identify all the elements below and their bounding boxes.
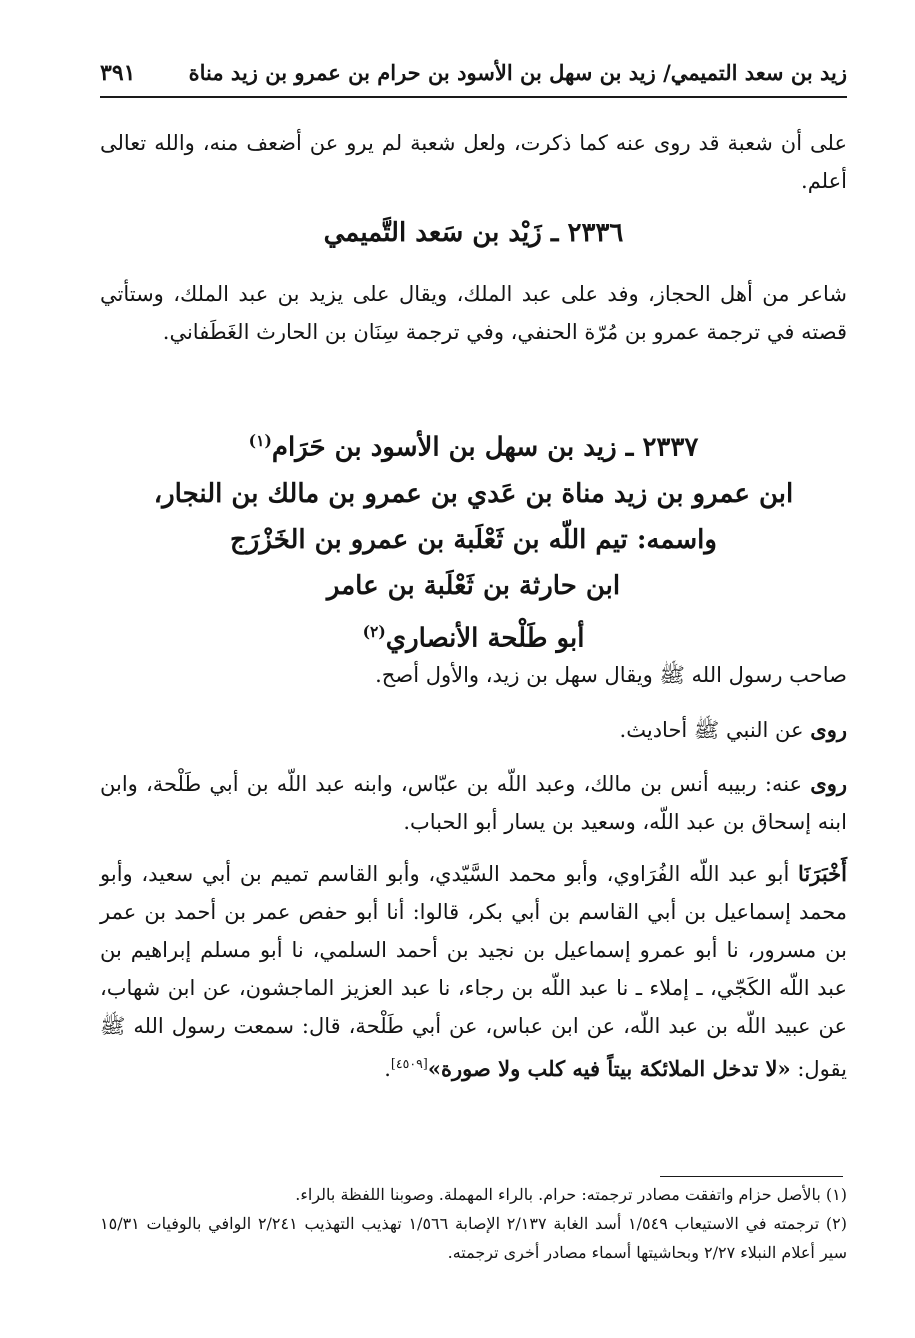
page-number: ٣٩١: [100, 60, 136, 86]
narrated-from-paragraph: [100, 711, 847, 749]
entry-2336-paragraph: شاعر من أهل الحجاز، وفد على عبد الملك، ويقال على يزيد بن عبد الملك، وستأتي قصته في ترجمة عمرو بن مُرّة الحنفي، وفي ترجمة سِنَان بن الحارث الغَطَفاني.: [100, 282, 847, 344]
title-line-5-text: أبو طَلْحة الأنصاري: [385, 623, 585, 654]
footnote-ref-1: (١): [248, 431, 272, 450]
hadith-number: [٤٥٠٩]: [390, 1056, 428, 1071]
footnote-2: (٢) ترجمته في الاستيعاب ١/٥٤٩ أسد الغابة ٢/١٣٧ الإصابة ١/٥٦٦ تهذيب التهذيب ٢/٢٤١ الوافي بالوفيات ١٥/٣١ سير أعلام النبلاء ٢/٢٧ وبحاشيتها أسماء مصادر أخرى ترجمته.: [100, 1214, 848, 1262]
entry-2337-title-line-1: [100, 418, 847, 471]
closing-paragraph-text: على أن شعبة قد روى عنه كما ذكرت، ولعل شعبة لم يرو عن أضعف منه، والله تعالى أعلم.: [100, 131, 847, 193]
narrated-from-text: عن النبي ﷺ أحاديث.: [619, 718, 804, 742]
footnote-divider: [660, 1176, 843, 1177]
narrators-paragraph: [100, 765, 847, 841]
isnad-text: أبو عبد اللّه الفُرَاوي، وأبو محمد السَّيّدي، وأبو القاسم تميم بن أبي سعيد، وأبو محمد إسماعيل بن أبي القاسم بن أبي بكر، قالوا: أنا أبو حفص عمر بن أحمد بن عمر بن مسرور، نا أبو عمرو إسماعيل بن نجيد بن أحمد السلمي، نا أبو مسلم إبراهيم بن عبد اللّه الكَجّي، ـ إملاء ـ نا عبد اللّه بن رجاء، نا عبد العزيز الماجشون، عن ابن شهاب، عن عبيد اللّه بن عبد اللّه، عن ابن عباس، عن أبي طَلْحة، قال: سمعت رسول الله ﷺ يقول:: [100, 862, 847, 1081]
page-header: [100, 52, 847, 98]
title-line-1-text: ٢٣٣٧ ـ زيد بن سهل بن الأسود بن حَرَام: [271, 432, 699, 463]
entry-2337-title-line-4: ابن حارثة بن ثَعْلَبة بن عامر: [326, 570, 621, 601]
narrators-lead: روى: [810, 771, 847, 796]
footnotes: [100, 1180, 847, 1267]
entry-2336-text: [100, 275, 847, 351]
companion-paragraph: [100, 656, 847, 694]
footnote-1: (١) بالأصل حزام واتفقت مصادر ترجمته: حرام. بالراء المهملة. وصوبنا اللفظة بالراء.: [295, 1185, 847, 1204]
closing-paragraph: [100, 124, 847, 200]
running-title: زيد بن سعد التميمي/ زيد بن سهل بن الأسود بن حرام بن عمرو بن زيد مناة: [188, 60, 847, 85]
isnad-paragraph: أَخْبَرَنَا أبو عبد اللّه الفُرَاوي، وأبو محمد السَّيّدي، وأبو القاسم تميم بن أبي سعيد، وأبو محمد إسماعيل بن أبي القاسم بن أبي بكر، قالوا: أنا أبو حفص عمر بن أحمد بن عمر بن مسرور، نا أبو عمرو إسماعيل بن نجيد بن أحمد السلمي، نا أبو مسلم إبراهيم بن عبد اللّه الكَجّي، ـ إملاء ـ نا عبد اللّه بن رجاء، نا عبد العزيز الماجشون، عن ابن شهاب، عن عبيد اللّه بن عبد اللّه، عن ابن عباس، عن أبي طَلْحة، قال: سمعت رسول الله ﷺ يقول: «لا تدخل الملائكة بيتاً فيه كلب ولا صورة»[٤٥٠٩].: [100, 861, 847, 1081]
hadith-text: «لا تدخل الملائكة بيتاً فيه كلب ولا صورة»: [427, 1056, 791, 1081]
entry-2336-title: ٢٣٣٦ ـ زَيْد بن سَعد التَّميمي: [323, 218, 624, 248]
entry-2337-title-line-5: [100, 609, 847, 662]
narrated-from-lead: روى: [810, 717, 847, 742]
entry-2337-title-line-2: ابن عمرو بن زيد مناة بن عَدي بن عمرو بن مالك بن النجار،: [153, 478, 794, 509]
entry-2337-title: [100, 418, 847, 661]
footnote-ref-2: (٢): [362, 621, 386, 641]
isnad-lead: أَخْبَرَنَا: [798, 861, 847, 886]
narrators-text: عنه: ربيبه أنس بن مالك، وعبد اللّه بن عبّاس، وابنه عبد اللّه بن أبي طَلْحة، وابن ابنه إسحاق بن عبد اللّه، وسعيد بن يسار أبو الحباب.: [100, 772, 847, 834]
entry-2337-title-line-3: واسمه: تيم اللّه بن ثَعْلَبة بن عمرو بن الخَزْرَج: [230, 524, 717, 555]
companion-text: صاحب رسول الله ﷺ ويقال سهل بن زيد، والأول أصح.: [375, 663, 847, 687]
